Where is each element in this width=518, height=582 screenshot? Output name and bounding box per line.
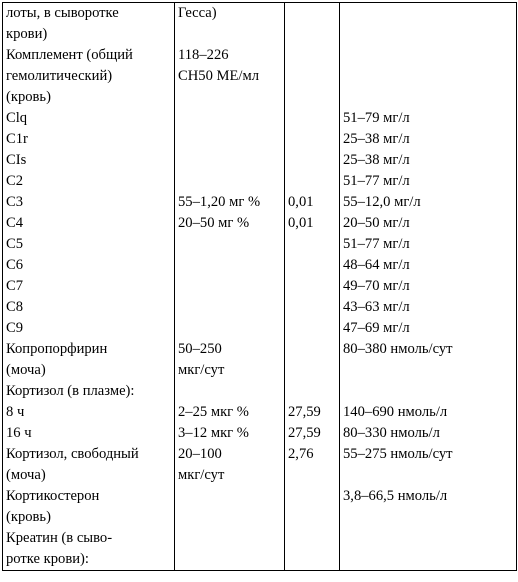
- si-units-cell: 48–64 мг/л: [340, 255, 517, 276]
- si-units-cell: 47–69 мг/л: [340, 318, 517, 339]
- factor-cell: [285, 318, 340, 339]
- table-row: [3, 297, 517, 318]
- factor-cell: [285, 276, 340, 297]
- factor-cell: [285, 255, 340, 276]
- factor-cell: [285, 3, 340, 46]
- si-units-cell: [340, 528, 517, 571]
- conventional-units-cell: 20–100 мкг/сут: [175, 444, 285, 486]
- si-units-cell: [340, 45, 517, 108]
- conventional-units-cell: [175, 108, 285, 129]
- factor-cell: [285, 45, 340, 108]
- table-row: [3, 45, 517, 108]
- factor-cell: [285, 108, 340, 129]
- factor-cell: [285, 234, 340, 255]
- conventional-units-cell: 20–50 мг %: [175, 213, 285, 234]
- si-units-cell: 51–77 мг/л: [340, 171, 517, 192]
- si-units-cell: 3,8–66,5 нмоль/л: [340, 486, 517, 528]
- conventional-units-cell: [175, 129, 285, 150]
- si-units-cell: [340, 381, 517, 402]
- parameter-cell: C7: [3, 276, 175, 297]
- si-units-cell: 20–50 мг/л: [340, 213, 517, 234]
- factor-cell: 27,59: [285, 423, 340, 444]
- si-units-cell: 55–12,0 мг/л: [340, 192, 517, 213]
- factor-cell: [285, 150, 340, 171]
- parameter-cell: лоты, в сыворотке крови): [3, 3, 175, 46]
- si-units-cell: 140–690 нмоль/л: [340, 402, 517, 423]
- parameter-cell: Комплемент (общий гемолитический) (кровь): [3, 45, 175, 108]
- si-units-cell: 25–38 мг/л: [340, 129, 517, 150]
- conventional-units-cell: 118–226 CH50 МЕ/мл: [175, 45, 285, 108]
- factor-cell: [285, 171, 340, 192]
- table-row: [3, 486, 517, 528]
- si-units-cell: 55–275 нмоль/сут: [340, 444, 517, 486]
- conventional-units-cell: [175, 486, 285, 528]
- table-row: [3, 444, 517, 486]
- table-body: [3, 3, 517, 571]
- si-units-cell: [340, 3, 517, 46]
- conventional-units-cell: 2–25 мкг %: [175, 402, 285, 423]
- si-units-cell: 43–63 мг/л: [340, 297, 517, 318]
- parameter-cell: C3: [3, 192, 175, 213]
- si-units-cell: 80–330 нмоль/л: [340, 423, 517, 444]
- si-units-cell: 80–380 нмоль/сут: [340, 339, 517, 381]
- conventional-units-cell: [175, 528, 285, 571]
- parameter-cell: 8 ч: [3, 402, 175, 423]
- parameter-cell: C4: [3, 213, 175, 234]
- table-row: [3, 3, 517, 46]
- conventional-units-cell: [175, 276, 285, 297]
- table-row: [3, 276, 517, 297]
- table-row: [3, 318, 517, 339]
- parameter-cell: C8: [3, 297, 175, 318]
- table-row: [3, 129, 517, 150]
- factor-cell: [285, 486, 340, 528]
- conventional-units-cell: [175, 234, 285, 255]
- factor-cell: [285, 381, 340, 402]
- parameter-cell: C6: [3, 255, 175, 276]
- table-row: [3, 255, 517, 276]
- conventional-units-cell: [175, 318, 285, 339]
- table-row: [3, 192, 517, 213]
- parameter-cell: C1r: [3, 129, 175, 150]
- reference-values-table: [2, 2, 517, 571]
- conventional-units-cell: Гесса): [175, 3, 285, 46]
- table-row: [3, 108, 517, 129]
- parameter-cell: C9: [3, 318, 175, 339]
- factor-cell: [285, 339, 340, 381]
- factor-cell: 0,01: [285, 213, 340, 234]
- conventional-units-cell: [175, 171, 285, 192]
- factor-cell: 27,59: [285, 402, 340, 423]
- si-units-cell: 49–70 мг/л: [340, 276, 517, 297]
- parameter-cell: Креатин (в сыво- ротке крови):: [3, 528, 175, 571]
- parameter-cell: 16 ч: [3, 423, 175, 444]
- parameter-cell: Clq: [3, 108, 175, 129]
- conventional-units-cell: 3–12 мкг %: [175, 423, 285, 444]
- parameter-cell: Кортизол (в плазме):: [3, 381, 175, 402]
- factor-cell: [285, 129, 340, 150]
- factor-cell: [285, 297, 340, 318]
- table-row: [3, 150, 517, 171]
- parameter-cell: C5: [3, 234, 175, 255]
- si-units-cell: 25–38 мг/л: [340, 150, 517, 171]
- table-row: [3, 381, 517, 402]
- si-units-cell: 51–79 мг/л: [340, 108, 517, 129]
- table-row: [3, 402, 517, 423]
- table-row: [3, 339, 517, 381]
- parameter-cell: Копропорфирин (моча): [3, 339, 175, 381]
- table-row: [3, 213, 517, 234]
- parameter-cell: Кортизол, свободный (моча): [3, 444, 175, 486]
- conventional-units-cell: [175, 297, 285, 318]
- conventional-units-cell: [175, 381, 285, 402]
- factor-cell: 0,01: [285, 192, 340, 213]
- factor-cell: 2,76: [285, 444, 340, 486]
- table-row: [3, 234, 517, 255]
- factor-cell: [285, 528, 340, 571]
- table-row: [3, 528, 517, 571]
- conventional-units-cell: 50–250 мкг/сут: [175, 339, 285, 381]
- parameter-cell: Кортикостерон (кровь): [3, 486, 175, 528]
- conventional-units-cell: 55–1,20 мг %: [175, 192, 285, 213]
- conventional-units-cell: [175, 150, 285, 171]
- conventional-units-cell: [175, 255, 285, 276]
- table-row: [3, 423, 517, 444]
- table-row: [3, 171, 517, 192]
- si-units-cell: 51–77 мг/л: [340, 234, 517, 255]
- parameter-cell: C2: [3, 171, 175, 192]
- parameter-cell: CIs: [3, 150, 175, 171]
